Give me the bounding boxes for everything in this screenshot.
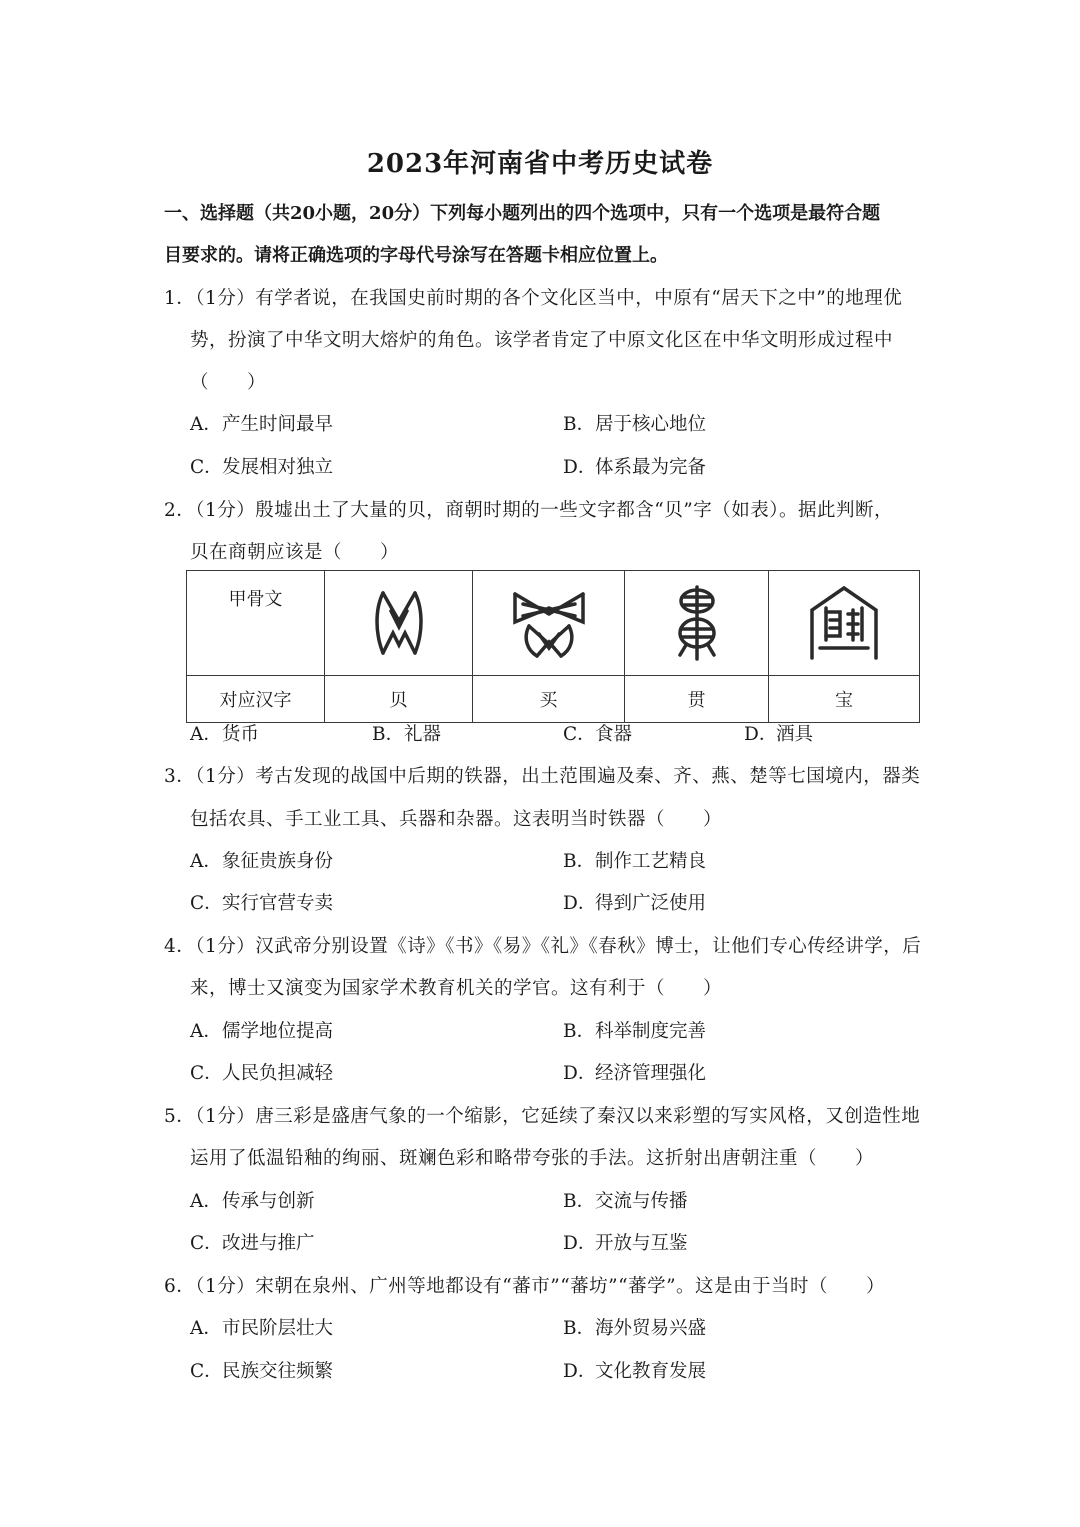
section-instruction-line-2: 目要求的。请将正确选项的字母代号涂写在答题卡相应位置上。 <box>164 245 668 266</box>
question-4-option-c[interactable]: C．人民负担减轻 <box>190 1063 334 1084</box>
question-1-line-1: 1．（1分）有学者说，在我国史前时期的各个文化区当中，中原有“居天下之中”的地理优 <box>164 288 903 309</box>
section-instruction-line-1: 一、选择题（共20小题，20分）下列每小题列出的四个选项中，只有一个选项是最符合题 <box>164 203 881 224</box>
question-5-option-a[interactable]: A．传承与创新 <box>190 1191 315 1212</box>
question-1-answer-blank: （ ） <box>190 372 267 393</box>
question-1-line-2: 势，扮演了中华文明大熔炉的角色。该学者肯定了中原文化区在中华文明形成过程中 <box>190 330 894 351</box>
question-5-option-d[interactable]: D．开放与互鉴 <box>563 1233 688 1254</box>
oracle-glyph-guan-icon <box>672 585 722 661</box>
question-2-option-b[interactable]: B．礼器 <box>372 724 442 745</box>
modern-char-bei: 贝 <box>325 676 473 723</box>
modern-char-bao: 宝 <box>769 676 920 723</box>
question-4-option-b[interactable]: B．科举制度完善 <box>563 1021 707 1042</box>
modern-char-label: 对应汉字 <box>187 676 325 723</box>
modern-char-guan: 贯 <box>625 676 769 723</box>
question-5-line-1: 5．（1分）唐三彩是盛唐气象的一个缩影，它延续了秦汉以来彩塑的写实风格，又创造性地 <box>164 1106 921 1127</box>
question-1-option-a[interactable]: A．产生时间最早 <box>190 414 334 435</box>
question-2-option-d[interactable]: D．酒具 <box>744 724 814 745</box>
page-title: 2023年河南省中考历史试卷 <box>366 149 714 179</box>
question-2-line-1: 2．（1分）殷墟出土了大量的贝，商朝时期的一些文字都含“贝”字（如表）。据此判断， <box>164 500 893 521</box>
question-5-option-c[interactable]: C．改进与推广 <box>190 1233 315 1254</box>
question-6-option-c[interactable]: C．民族交往频繁 <box>190 1361 334 1382</box>
oracle-glyph-guan <box>625 571 769 676</box>
oracle-glyph-bei-icon <box>369 587 429 659</box>
question-2-line-2: 贝在商朝应该是（ ） <box>190 542 400 563</box>
question-6-line-1: 6．（1分）宋朝在泉州、广州等地都设有“蕃市”“蕃坊”“蕃学”。这是由于当时（ ） <box>164 1276 886 1297</box>
question-3-option-c[interactable]: C．实行官营专卖 <box>190 893 334 914</box>
modern-char-mai: 买 <box>473 676 625 723</box>
question-2-option-a[interactable]: A．货币 <box>190 724 260 745</box>
question-3-option-b[interactable]: B．制作工艺精良 <box>563 851 707 872</box>
question-2-option-c[interactable]: C．食器 <box>563 724 633 745</box>
oracle-bone-label: 甲骨文 <box>187 571 325 676</box>
question-4-option-d[interactable]: D．经济管理强化 <box>563 1063 707 1084</box>
question-3-line-1: 3．（1分）考古发现的战国中后期的铁器，出土范围遍及秦、齐、燕、楚等七国境内，器类 <box>164 766 921 787</box>
oracle-glyph-mai <box>473 571 625 676</box>
question-3-line-2: 包括农具、手工业工具、兵器和杂器。这表明当时铁器（ ） <box>190 809 723 830</box>
oracle-bone-table <box>186 570 920 723</box>
question-5-option-b[interactable]: B．交流与传播 <box>563 1191 688 1212</box>
question-4-line-2: 来，博士又演变为国家学术教育机关的学官。这有利于（ ） <box>190 978 723 999</box>
question-6-option-b[interactable]: B．海外贸易兴盛 <box>563 1318 707 1339</box>
oracle-glyph-bei <box>325 571 473 676</box>
question-1-option-d[interactable]: D．体系最为完备 <box>563 457 707 478</box>
question-3-option-a[interactable]: A．象征贵族身份 <box>190 851 334 872</box>
question-5-line-2: 运用了低温铅釉的绚丽、斑斓色彩和略带夸张的手法。这折射出唐朝注重（ ） <box>190 1148 875 1169</box>
oracle-glyph-mai-icon <box>509 586 589 660</box>
question-3-option-d[interactable]: D．得到广泛使用 <box>563 893 707 914</box>
question-6-option-a[interactable]: A．市民阶层壮大 <box>190 1318 334 1339</box>
oracle-glyph-bao-icon <box>806 584 882 662</box>
question-6-option-d[interactable]: D．文化教育发展 <box>563 1361 707 1382</box>
question-1-option-c[interactable]: C．发展相对独立 <box>190 457 334 478</box>
oracle-glyph-bao <box>769 571 920 676</box>
question-4-option-a[interactable]: A．儒学地位提高 <box>190 1021 334 1042</box>
question-1-option-b[interactable]: B．居于核心地位 <box>563 414 707 435</box>
question-4-line-1: 4．（1分）汉武帝分别设置《诗》《书》《易》《礼》《春秋》博士，让他们专心传经讲学，后 <box>164 936 922 957</box>
